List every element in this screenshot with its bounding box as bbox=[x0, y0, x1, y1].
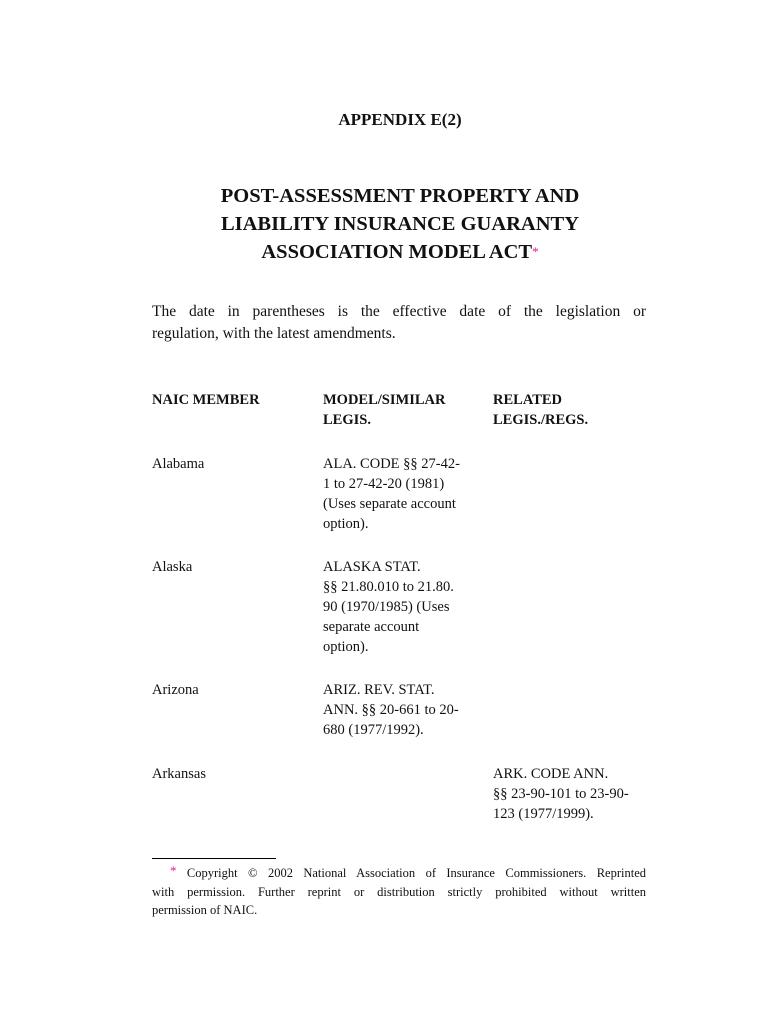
cell-line: ARIZ. REV. STAT. bbox=[323, 682, 435, 698]
footnote-line: with permission. Further reprint or distribution strictly prohibited without written bbox=[152, 884, 646, 899]
cell-line: 123 (1977/1999). bbox=[493, 806, 594, 822]
column-header-model bbox=[323, 390, 445, 430]
column-header-text: RELATED bbox=[493, 392, 563, 408]
cell-line: ARK. CODE ANN. bbox=[493, 766, 609, 782]
intro-line: regulation, with the latest amendments. bbox=[152, 325, 396, 342]
column-header-related bbox=[493, 390, 588, 430]
table-row-model bbox=[323, 557, 454, 657]
footnote-marker: * bbox=[170, 863, 177, 878]
footnote-marker[interactable]: * bbox=[532, 244, 539, 259]
title-line-last bbox=[0, 238, 770, 267]
title-line: POST-ASSESSMENT PROPERTY AND bbox=[220, 185, 580, 207]
title-line: LIABILITY INSURANCE GUARANTY bbox=[220, 212, 580, 235]
table-row-related bbox=[493, 764, 629, 824]
document-title bbox=[0, 183, 770, 267]
table-row-member: Alabama bbox=[152, 456, 205, 472]
intro-paragraph bbox=[152, 301, 646, 345]
intro-line: The date in parentheses is the effective date of the legislation or bbox=[152, 303, 646, 320]
footnote-text: Copyright © 2002 National Association of Insurance Commissioners. Reprinted bbox=[186, 866, 647, 880]
cell-line: option). bbox=[323, 516, 369, 532]
column-header-text: NAIC MEMBER bbox=[152, 392, 260, 408]
footnote bbox=[152, 862, 646, 920]
table-row-model bbox=[323, 454, 460, 534]
cell-line: ALA. CODE §§ 27-42- bbox=[323, 456, 460, 472]
cell-line: (Uses separate account bbox=[323, 496, 456, 512]
cell-line: 90 (1970/1985) (Uses bbox=[323, 599, 450, 615]
footnote-divider bbox=[152, 858, 276, 859]
footnote-line bbox=[152, 862, 646, 883]
cell-line: §§ 23-90-101 to 23-90- bbox=[493, 786, 629, 802]
table-row-model bbox=[323, 680, 459, 740]
cell-line: 1 to 27-42-20 (1981) bbox=[323, 476, 445, 492]
cell-line: 680 (1977/1992). bbox=[323, 722, 424, 738]
cell-line: separate account bbox=[323, 619, 420, 635]
cell-line: ALASKA STAT. bbox=[323, 559, 421, 575]
table-row-member: Alaska bbox=[152, 559, 193, 575]
cell-line: option). bbox=[323, 639, 369, 655]
column-header-text: LEGIS. bbox=[323, 412, 371, 428]
footnote-line: permission of NAIC. bbox=[152, 903, 258, 917]
column-header-member bbox=[152, 390, 260, 410]
table-row-member: Arizona bbox=[152, 682, 199, 698]
column-header-text: LEGIS./REGS. bbox=[493, 412, 589, 428]
table-row-member: Arkansas bbox=[152, 766, 206, 782]
title-line-text: ASSOCIATION MODEL ACT bbox=[261, 241, 533, 263]
appendix-label: APPENDIX E(2) bbox=[338, 110, 462, 129]
column-header-text: MODEL/SIMILAR bbox=[323, 392, 446, 408]
cell-line: ANN. §§ 20-661 to 20- bbox=[323, 702, 459, 718]
cell-line: §§ 21.80.010 to 21.80. bbox=[323, 579, 454, 595]
